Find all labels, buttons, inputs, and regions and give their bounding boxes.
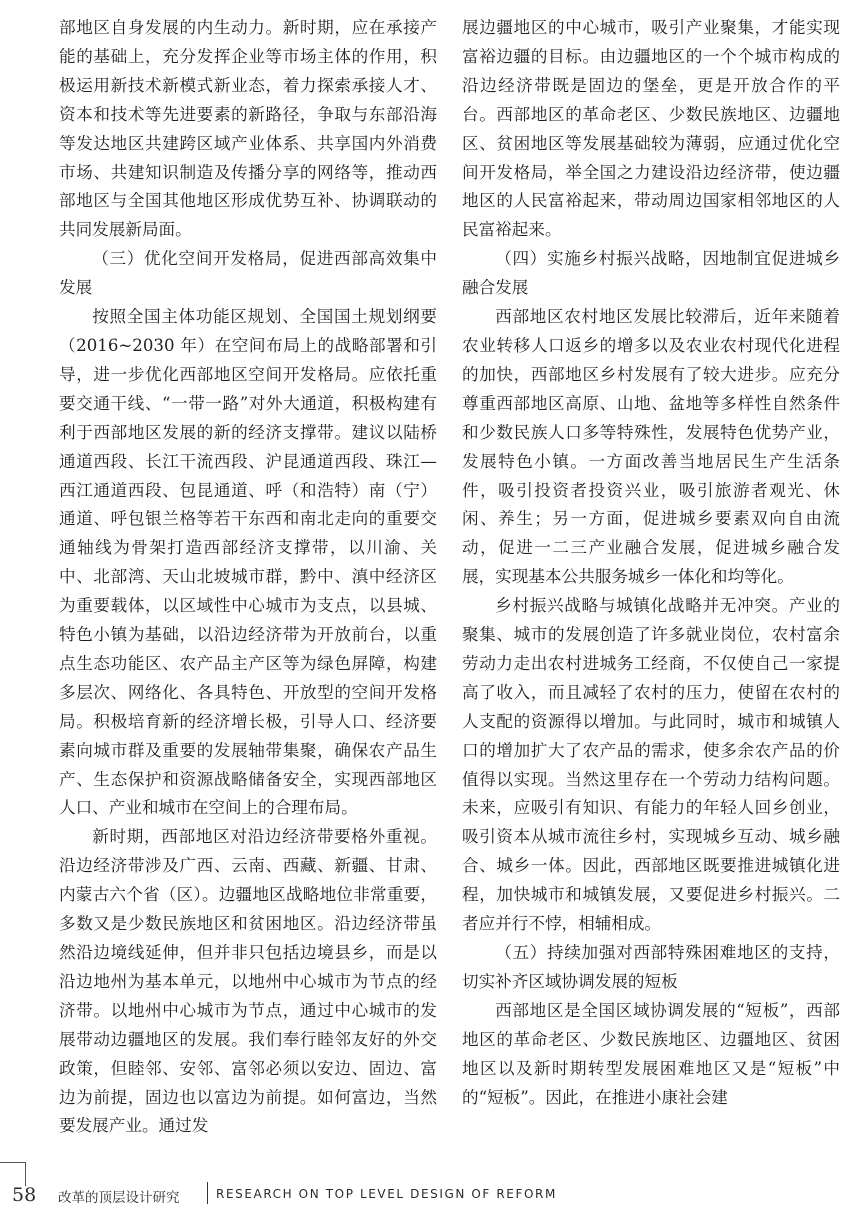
footer-separator [207,1182,208,1204]
right-column [462,14,840,1112]
paragraph: 新时期，西部地区对沿边经济带要格外重视。沿边经济带涉及广西、云南、西藏、新疆、甘肃、内蒙古六个省（区）。边疆地区战略地位非常重要，多数又是少数民族地区和贫困地区。沿边经济带虽然沿边境线延伸，但并非只包括边境县乡，而是以沿边地州为基本单元，以地州中心城市为节点的经济带。以地州中心城市为节点，通过中心城市的发展带动边疆地区的发展。我们奉行睦邻友好的外交政策，但睦邻、安邻、富邻必须以安边、固边、富边为前提，固边也以富边为前提。如何富边，当然要发展产业。通过发 [59,827,437,1136]
page-number: 58 [12,1184,37,1206]
section-heading: （四）实施乡村振兴战略，因地制宜促进城乡融合发展 [462,249,840,298]
paragraph: 按照全国主体功能区规划、全国国土规划纲要（2016~2030 年）在空间布局上的战略部署和引导，进一步优化西部地区空间开发格局。应依托重要交通干线、“一带一路”对外大通道，积极构建有利于西部地区发展的新的经济支撑带。建议以陆桥通道西段、长江干流西段、沪昆通道西段、珠江—西江通道西段、包昆通道、呼（和浩特）南（宁）通道、呼包银兰格等若干东西和南北走向的重要交通轴线为骨架打造西部经济支撑带，以川渝、关中、北部湾、天山北坡城市群，黔中、滇中经济区为重要载体，以区域性中心城市为支点，以县城、特色小镇为基础，以沿边经济带为开放前台，以重点生态功能区、农产品主产区等为绿色屏障，构建多层次、网络化、各具特色、开放型的空间开发格局。积极培育新的经济增长极，引导人口、经济要素向城市群及重要的发展轴带集聚，确保农产品生产、生态保护和资源战略储备安全，实现西部地区人口、产业和城市在空间上的合理布局。 [59,307,437,818]
journal-title-en: RESEARCH ON TOP LEVEL DESIGN OF REFORM [216,1187,557,1201]
paragraph: 西部地区农村地区发展比较滞后，近年来随着农业转移人口返乡的增多以及农业农村现代化进程的加快，西部地区乡村发展有了较大进步。应充分尊重西部地区高原、山地、盆地等多样性自然条件和少数民族人口多等特殊性，发展特色优势产业，发展特色小镇。一方面改善当地居民生产生活条件，吸引投资者投资兴业，吸引旅游者观光、休闲、养生；另一方面，促进城乡要素双向自由流动，促进一二三产业融合发展，促进城乡融合发展，实现基本公共服务城乡一体化和均等化。 [462,307,840,587]
left-column [59,14,437,1141]
paragraph: 部地区自身发展的内生动力。新时期，应在承接产能的基础上，充分发挥企业等市场主体的作用，积极运用新技术新模式新业态，着力探索承接人才、资本和技术等先进要素的新路径，争取与东部沿海等发达地区共建跨区域产业体系、共享国内外消费市场、共建知识制造及传播分享的网络等，推动西部地区与全国其他地区形成优势互补、协调联动的共同发展新局面。 [59,18,437,240]
footer-corner-tick [25,1162,26,1186]
paragraph: 展边疆地区的中心城市，吸引产业聚集，才能实现富裕边疆的目标。由边疆地区的一个个城市构成的沿边经济带既是固边的堡垒，更是开放合作的平台。西部地区的革命老区、少数民族地区、边疆地区、贫困地区等发展基础较为薄弱，应通过优化空间开发格局，举全国之力建设沿边经济带，使边疆地区的人民富裕起来，带动周边国家相邻地区的人民富裕起来。 [462,18,840,240]
paragraph: 乡村振兴战略与城镇化战略并无冲突。产业的聚集、城市的发展创造了许多就业岗位，农村富余劳动力走出农村进城务工经商，不仅使自己一家提高了收入，而且减轻了农村的压力，使留在农村的人支配的资源得以增加。与此同时，城市和城镇人口的增加扩大了农产品的需求，使多余农产品的价值得以实现。当然这里存在一个劳动力结构问题。未来，应吸引有知识、有能力的年轻人回乡创业，吸引资本从城市流往乡村，实现城乡互动、城乡融合、城乡一体。因此，西部地区既要推进城镇化进程，加快城市和城镇发展，又要促进乡村振兴。二者应并行不悖，相辅相成。 [462,596,840,934]
section-heading: （五）持续加强对西部特殊困难地区的支持，切实补齐区域协调发展的短板 [462,943,840,991]
journal-title-cn: 改革的顶层设计研究 [58,1190,180,1206]
paragraph: 西部地区是全国区域协调发展的“短板”，西部地区的革命老区、少数民族地区、边疆地区、贫困地区以及新时期转型发展困难地区又是“短板”中的“短板”。因此，在推进小康社会建 [462,1000,840,1107]
footer-corner-rule [0,1162,26,1163]
section-heading: （三）优化空间开发格局，促进西部高效集中发展 [59,249,437,298]
